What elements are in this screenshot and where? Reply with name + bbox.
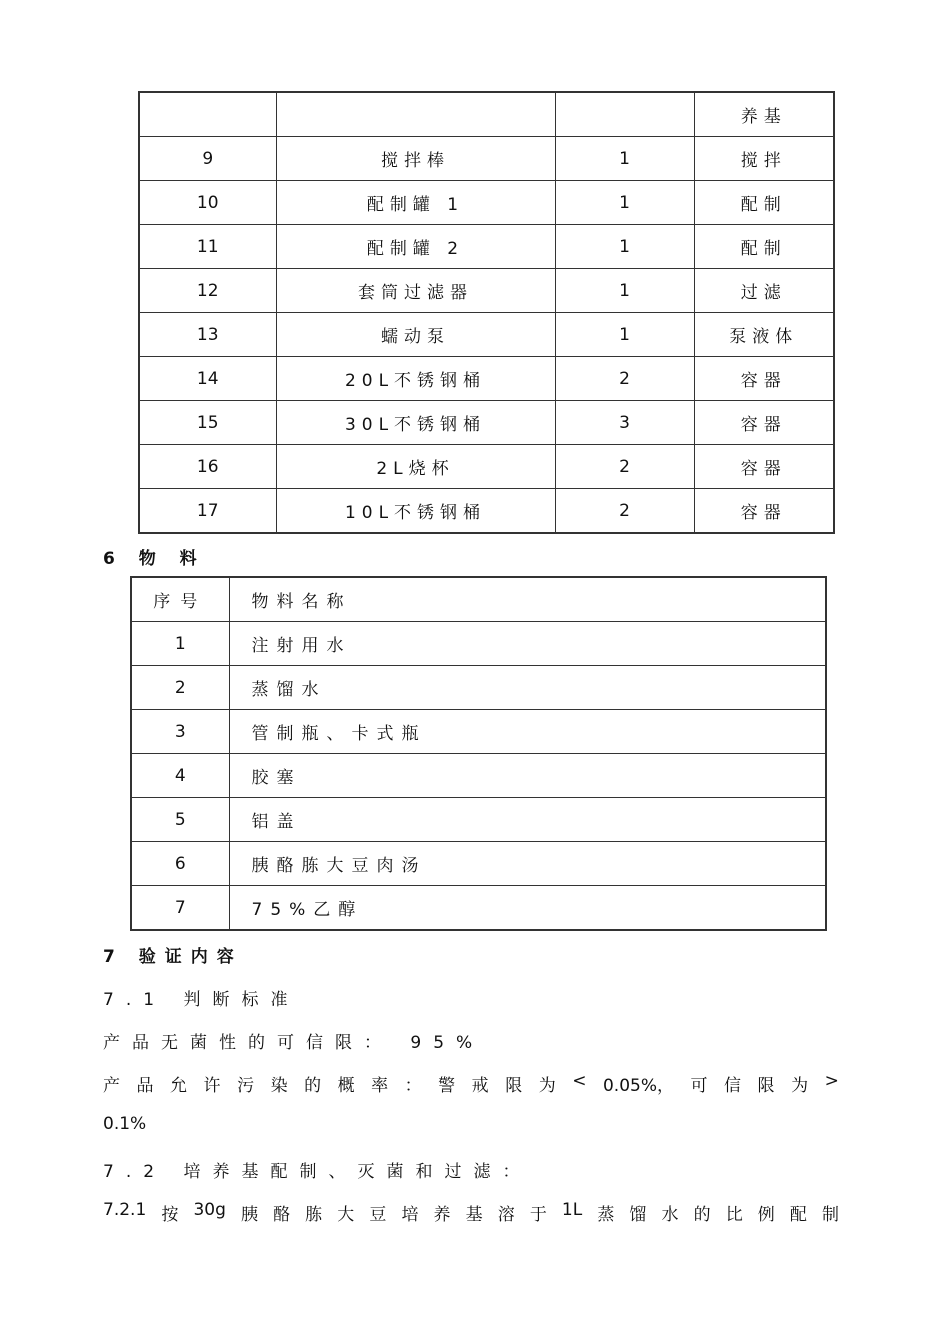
equipment-use: 容器 [694, 489, 834, 534]
text-segment: 为 [538, 1076, 556, 1096]
equipment-row [139, 181, 834, 225]
text-segment: > [824, 1071, 839, 1091]
material-no: 3 [131, 710, 229, 754]
equipment-table-body [139, 92, 834, 533]
text-segment: 警 [438, 1076, 456, 1096]
equipment-name: 10L不锈钢桶 [276, 489, 555, 534]
equipment-no: 13 [139, 313, 276, 357]
material-row [131, 666, 826, 710]
materials-table [130, 576, 827, 931]
equipment-row [139, 445, 834, 489]
equipment-use: 过滤 [694, 269, 834, 313]
material-no: 7 [131, 886, 229, 931]
equipment-no: 12 [139, 269, 276, 313]
equipment-name: 2L烧杯 [276, 445, 555, 489]
text-segment: 戒 [471, 1076, 489, 1096]
section-7-2-title: 7.2 培养基配制、灭菌和过滤： [103, 1162, 532, 1182]
equipment-qty: 1 [555, 181, 694, 225]
equipment-use: 容器 [694, 357, 834, 401]
materials-table-body [131, 577, 826, 930]
text-segment: 比 [725, 1205, 743, 1225]
equipment-name [276, 92, 555, 137]
equipment-row [139, 313, 834, 357]
equipment-no: 16 [139, 445, 276, 489]
text-segment: 7.2.1 [103, 1200, 147, 1220]
equipment-name: 搅拌棒 [276, 137, 555, 181]
text-segment: ： [404, 1076, 422, 1096]
equipment-row [139, 357, 834, 401]
material-row [131, 754, 826, 798]
text-segment: 豆 [369, 1205, 387, 1225]
equipment-no: 14 [139, 357, 276, 401]
material-row [131, 710, 826, 754]
material-name: 铝盖 [229, 798, 826, 842]
text-segment: 溶 [497, 1205, 515, 1225]
equipment-use: 容器 [694, 445, 834, 489]
text-segment: 信 [724, 1076, 742, 1096]
equipment-no: 15 [139, 401, 276, 445]
equipment-use: 泵液体 [694, 313, 834, 357]
text-segment: 染 [270, 1076, 288, 1096]
text-segment: 的 [693, 1205, 711, 1225]
materials-header-row [131, 577, 826, 622]
text-segment: 酪 [273, 1205, 291, 1225]
equipment-name: 30L不锈钢桶 [276, 401, 555, 445]
text-segment: 例 [757, 1205, 775, 1225]
equipment-use: 配制 [694, 181, 834, 225]
text-segment: 胨 [305, 1205, 323, 1225]
text-segment: 馏 [629, 1205, 647, 1225]
materials-header-no: 序号 [131, 577, 229, 622]
text-segment: 0.05%， [602, 1076, 674, 1096]
material-no: 5 [131, 798, 229, 842]
material-name: 蒸馏水 [229, 666, 826, 710]
equipment-row [139, 92, 834, 137]
text-segment: 率 [371, 1076, 389, 1096]
equipment-use: 容器 [694, 401, 834, 445]
equipment-use: 养基 [694, 92, 834, 137]
material-no: 1 [131, 622, 229, 666]
section-7-2-1-line [103, 1200, 839, 1225]
equipment-row [139, 401, 834, 445]
material-row [131, 622, 826, 666]
equipment-no: 17 [139, 489, 276, 534]
material-row [131, 842, 826, 886]
equipment-qty: 2 [555, 489, 694, 534]
equipment-qty: 1 [555, 137, 694, 181]
confidence-limit-value: 0.1% [103, 1114, 147, 1134]
text-segment: 概 [337, 1076, 355, 1096]
material-no: 4 [131, 754, 229, 798]
material-name: 胶塞 [229, 754, 826, 798]
section-7-1-title: 7.1 判断标准 [103, 990, 300, 1010]
equipment-row [139, 225, 834, 269]
text-segment: 大 [337, 1205, 355, 1225]
equipment-name: 套筒过滤器 [276, 269, 555, 313]
equipment-qty [555, 92, 694, 137]
text-segment: 可 [690, 1076, 708, 1096]
text-segment: 制 [821, 1205, 839, 1225]
material-name: 75%乙醇 [229, 886, 826, 931]
equipment-qty: 1 [555, 269, 694, 313]
equipment-use: 配制 [694, 225, 834, 269]
material-name: 管制瓶、卡式瓶 [229, 710, 826, 754]
material-row [131, 886, 826, 931]
text-segment: 品 [136, 1076, 154, 1096]
text-segment: 30g [193, 1200, 226, 1220]
text-segment: 产 [103, 1076, 120, 1096]
equipment-qty: 3 [555, 401, 694, 445]
equipment-name: 配制罐 2 [276, 225, 555, 269]
equipment-qty: 1 [555, 225, 694, 269]
text-segment: 基 [465, 1205, 483, 1225]
equipment-name: 配制罐 1 [276, 181, 555, 225]
text-segment: 污 [237, 1076, 255, 1096]
text-segment: < [572, 1071, 587, 1091]
text-segment: 为 [791, 1076, 809, 1096]
text-segment: 按 [161, 1205, 179, 1225]
text-segment: 限 [757, 1076, 775, 1096]
text-segment: 水 [661, 1205, 679, 1225]
equipment-qty: 1 [555, 313, 694, 357]
equipment-no: 10 [139, 181, 276, 225]
sterility-confidence-line: 产品无菌性的可信限： 95% [103, 1033, 485, 1053]
text-segment: 蒸 [597, 1205, 615, 1225]
equipment-qty: 2 [555, 357, 694, 401]
section-6-heading: 6 物 料 [103, 549, 206, 569]
equipment-no: 11 [139, 225, 276, 269]
text-segment: 1L [561, 1200, 583, 1220]
section-7-heading: 7 验证内容 [103, 947, 243, 967]
equipment-table [138, 91, 835, 534]
equipment-no [139, 92, 276, 137]
equipment-row [139, 269, 834, 313]
material-no: 6 [131, 842, 229, 886]
text-segment: 配 [789, 1205, 807, 1225]
equipment-no: 9 [139, 137, 276, 181]
text-segment: 养 [433, 1205, 451, 1225]
text-segment: 胰 [240, 1205, 258, 1225]
material-name: 注射用水 [229, 622, 826, 666]
material-name: 胰酪胨大豆肉汤 [229, 842, 826, 886]
text-segment: 许 [203, 1076, 221, 1096]
material-no: 2 [131, 666, 229, 710]
equipment-name: 20L不锈钢桶 [276, 357, 555, 401]
text-segment: 培 [401, 1205, 419, 1225]
material-row [131, 798, 826, 842]
equipment-row [139, 137, 834, 181]
equipment-row [139, 489, 834, 534]
equipment-qty: 2 [555, 445, 694, 489]
text-segment: 于 [529, 1205, 547, 1225]
contamination-probability-line [103, 1071, 839, 1096]
text-segment: 的 [304, 1076, 322, 1096]
equipment-use: 搅拌 [694, 137, 834, 181]
equipment-name: 蠕动泵 [276, 313, 555, 357]
text-segment: 允 [170, 1076, 188, 1096]
text-segment: 限 [505, 1076, 523, 1096]
materials-header-name: 物料名称 [229, 577, 826, 622]
